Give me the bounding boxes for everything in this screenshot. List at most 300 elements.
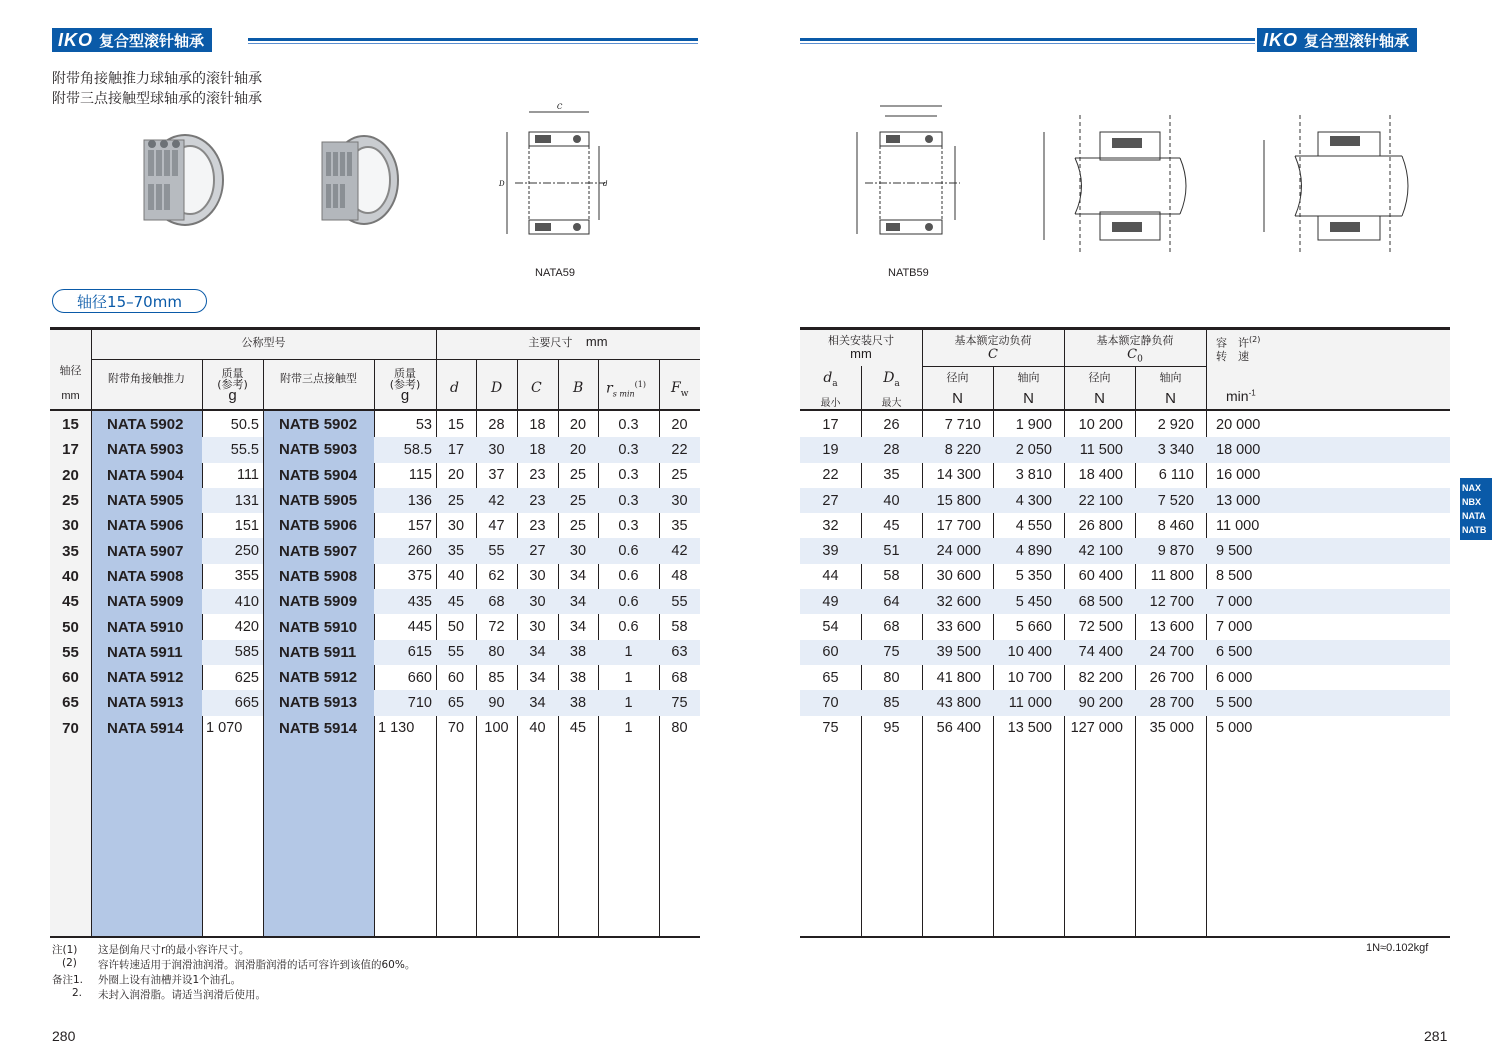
hdr-Da-label: D <box>883 370 895 386</box>
cell-Fw: 20 <box>671 416 688 433</box>
left-table <box>50 412 700 741</box>
cell-Fw: 30 <box>659 488 700 513</box>
cell-dyn-axial: 5 450 <box>1015 593 1052 610</box>
cell-nata-mass: 585 <box>202 640 263 665</box>
table-row <box>50 538 700 563</box>
cell-nata-mass: 665 <box>202 690 263 715</box>
cell-da: 60 <box>822 644 839 661</box>
cell-natb-mass: 445 <box>407 619 432 636</box>
hdr-d: d <box>450 380 459 396</box>
cell-stat-axial: 13 600 <box>1149 619 1194 636</box>
hdr-speed <box>1216 333 1296 363</box>
header-rule <box>800 38 1255 41</box>
cell-d: 70 <box>447 720 465 737</box>
header-rule-thin <box>248 43 698 44</box>
hdr-unit-min <box>1226 388 1256 404</box>
hdr-unit-min-label: min <box>1226 388 1249 404</box>
table-row <box>50 437 700 462</box>
hdr-stat-sym-label: C <box>1127 347 1138 362</box>
cell-D: 90 <box>476 690 517 715</box>
cell-C: 40 <box>529 720 546 737</box>
cell-stat-axial: 8 460 <box>1157 517 1194 534</box>
cell-Fw: 75 <box>659 690 700 715</box>
cell-Da: 95 <box>883 720 900 737</box>
header-rule-thin <box>800 43 1255 44</box>
hdr-speed-note: (2) <box>1249 335 1261 344</box>
svg-text:d: d <box>603 180 608 188</box>
cell-dyn-axial: 11 000 <box>1008 694 1052 711</box>
side-tab-nbx: NBX <box>1462 497 1482 507</box>
cell-natb-model: NATB 5906 <box>279 517 358 535</box>
cell-C: 23 <box>517 488 558 513</box>
cell-dyn-radial: 56 400 <box>936 720 981 737</box>
cell-B: 38 <box>569 669 587 686</box>
cell-dyn-radial: 32 600 <box>936 593 981 610</box>
cell-D: 80 <box>476 640 517 665</box>
hdr-unit-min-sup: -1 <box>1248 388 1256 398</box>
cell-d: 17 <box>436 437 476 462</box>
hdr-mass-ref: (参考) <box>217 378 248 391</box>
cell-shaft: 70 <box>62 719 79 737</box>
cell-dyn-radial: 33 600 <box>936 619 981 636</box>
cell-nata-mass: 625 <box>234 669 259 686</box>
cell-Da: 58 <box>883 568 900 585</box>
cell-dyn-axial: 5 660 <box>1015 619 1052 636</box>
cell-natb-model: NATB 5908 <box>279 567 358 585</box>
cell-shaft: 35 <box>62 542 79 560</box>
hdr-Fw-label: F <box>671 380 681 396</box>
hdr-max: 最大 <box>881 398 902 409</box>
cell-speed: 5 500 <box>1216 694 1253 711</box>
conversion-note: 1N≈0.102kgf <box>1366 942 1429 954</box>
cell-Fw: 68 <box>671 669 688 686</box>
cell-Fw: 22 <box>659 437 700 462</box>
hdr-dyn-radial: 径向 <box>946 371 969 384</box>
cell-C: 30 <box>529 568 546 585</box>
section-title: 复合型滚针轴承 <box>99 31 205 50</box>
cell-nata-mass: 410 <box>202 589 263 614</box>
cell-speed: 18 000 <box>1216 441 1261 458</box>
hdr-unit-N1: N <box>952 390 963 407</box>
cell-shaft: 25 <box>62 492 79 510</box>
hdr-da <box>800 370 861 389</box>
hdr-mass-unit: g <box>228 387 237 404</box>
cell-natb-model: NATB 5907 <box>279 542 358 560</box>
cell-Fw: 80 <box>671 720 688 737</box>
cell-stat-radial: 11 500 <box>1079 441 1123 458</box>
brand-header-left <box>52 28 212 52</box>
cell-natb-model: NATB 5909 <box>279 593 358 611</box>
cell-B: 34 <box>558 589 598 614</box>
cell-B: 20 <box>569 416 587 433</box>
table-row <box>50 564 700 589</box>
cell-B: 25 <box>569 467 587 484</box>
hdr-Da-sub: a <box>894 378 900 389</box>
note-2-text: 容许转速适用于润滑油润滑。润滑脂润滑的话可容许到该值的60%。 <box>98 959 416 971</box>
cell-Da: 40 <box>883 492 900 509</box>
table-row <box>50 463 700 488</box>
hdr-rs-sub: s min <box>612 389 635 399</box>
cell-d: 20 <box>447 467 465 484</box>
table-row <box>800 488 1450 513</box>
cell-nata-model: NATA 5910 <box>107 618 184 636</box>
cell-stat-axial: 24 700 <box>1149 644 1194 661</box>
cell-stat-axial: 2 920 <box>1157 416 1194 433</box>
side-tab-nax: NAX <box>1462 483 1482 493</box>
cell-C: 27 <box>517 538 558 563</box>
cell-shaft: 65 <box>62 694 79 712</box>
cell-rs: 1 <box>624 669 633 686</box>
cell-dyn-radial: 7 710 <box>944 416 981 433</box>
cell-d: 30 <box>447 517 465 534</box>
hdr-dyn <box>922 334 1064 362</box>
cell-dyn-axial: 4 890 <box>1015 543 1052 560</box>
hdr-Fw <box>671 380 688 399</box>
hdr-speed-label <box>1216 333 1296 350</box>
cell-natb-model: NATB 5912 <box>279 669 358 687</box>
hdr-mount-unit: mm <box>850 346 872 361</box>
table-row <box>800 665 1450 690</box>
cell-B: 30 <box>558 538 598 563</box>
cell-Fw: 58 <box>671 619 688 636</box>
cell-stat-radial: 42 100 <box>1078 543 1123 560</box>
cell-B: 38 <box>558 640 598 665</box>
drawing-nata59 <box>495 100 615 250</box>
cell-nata-mass: 55.5 <box>202 437 263 462</box>
cell-dyn-radial: 17 700 <box>936 517 981 534</box>
cell-Da: 68 <box>883 619 900 636</box>
hdr-mass-label: 质量 <box>394 367 416 380</box>
hdr-D: D <box>491 380 503 396</box>
cell-nata-mass: 131 <box>202 488 263 513</box>
cell-shaft: 17 <box>62 441 79 459</box>
cell-nata-mass: 111 <box>236 467 259 484</box>
cell-natb-model: NATB 5903 <box>279 441 358 459</box>
hdr-stat-sym <box>1064 348 1206 367</box>
drawing-natb59 <box>845 100 970 250</box>
cell-nata-mass: 151 <box>234 517 259 534</box>
cell-natb-model: NATB 5914 <box>279 719 358 737</box>
cell-nata-model: NATA 5909 <box>107 593 184 611</box>
cell-speed: 6 000 <box>1216 669 1253 686</box>
cell-speed: 13 000 <box>1216 492 1261 509</box>
cell-natb-model: NATB 5904 <box>279 466 358 484</box>
table-row <box>800 589 1450 614</box>
cell-D: 85 <box>488 669 505 686</box>
cell-dyn-radial: 39 500 <box>936 644 981 661</box>
cell-nata-mass: 355 <box>234 568 259 585</box>
svg-text:C: C <box>557 103 563 111</box>
figure-label-nata: NATA59 <box>535 267 575 279</box>
page-number-right: 281 <box>1424 1028 1448 1044</box>
cell-dyn-axial: 10 700 <box>1007 669 1052 686</box>
cell-Da: 26 <box>883 416 900 433</box>
cell-Fw: 35 <box>671 517 688 534</box>
hdr-main-dims-label: 主要尺寸 <box>528 336 573 349</box>
cell-Da: 45 <box>883 517 900 534</box>
table-row <box>800 716 1450 741</box>
table-row <box>50 665 700 690</box>
cell-rs: 1 <box>624 720 633 737</box>
cell-natb-mass: 136 <box>374 488 436 513</box>
table-row <box>50 488 700 513</box>
cell-C: 23 <box>529 517 546 534</box>
hdr-mass-1 <box>202 367 263 404</box>
cell-Da: 80 <box>883 669 900 686</box>
cell-da: 19 <box>822 441 839 458</box>
cell-natb-mass: 375 <box>407 568 432 585</box>
cell-stat-radial: 72 500 <box>1078 619 1123 636</box>
cell-stat-axial: 11 800 <box>1150 568 1194 585</box>
cell-B: 34 <box>569 619 587 636</box>
cell-rs: 0.3 <box>598 437 659 462</box>
cell-nata-model: NATA 5914 <box>107 719 184 737</box>
cell-dyn-axial: 5 350 <box>1015 568 1052 585</box>
cell-D: 47 <box>488 517 505 534</box>
cell-d: 15 <box>447 416 465 433</box>
cell-Fw: 55 <box>659 589 700 614</box>
cell-speed: 6 500 <box>1216 644 1253 661</box>
hdr-dyn-axial: 轴向 <box>1017 371 1040 384</box>
brand-header-right <box>1257 28 1417 52</box>
page-number-left: 280 <box>52 1028 76 1044</box>
hdr-unit-N2: N <box>1023 390 1034 407</box>
hdr-da-sub: a <box>832 378 838 389</box>
table-row <box>50 614 700 639</box>
table-row <box>800 614 1450 639</box>
cell-d: 35 <box>436 538 476 563</box>
hdr-da-label: d <box>823 370 833 386</box>
table-row <box>800 463 1450 488</box>
cell-B: 34 <box>569 568 587 585</box>
cell-nata-model: NATA 5911 <box>107 643 183 661</box>
cell-shaft: 40 <box>62 567 79 585</box>
cell-speed: 16 000 <box>1216 467 1261 484</box>
cell-rs: 0.3 <box>598 488 659 513</box>
cell-rs: 0.3 <box>618 467 639 484</box>
cell-dyn-radial: 41 800 <box>936 669 981 686</box>
cell-shaft: 30 <box>62 517 79 535</box>
cell-D: 30 <box>476 437 517 462</box>
cell-Da: 51 <box>883 543 900 560</box>
table-row <box>50 589 700 614</box>
cell-stat-radial: 10 200 <box>1078 416 1123 433</box>
cell-natb-mass: 115 <box>408 467 432 484</box>
cell-rs: 0.6 <box>618 568 639 585</box>
cell-stat-axial: 9 870 <box>1157 543 1194 560</box>
note-1-mark: 注(1) <box>52 944 78 956</box>
cell-C: 34 <box>529 669 546 686</box>
subtitle-2: 附带三点接触型球轴承的滚针轴承 <box>52 91 262 107</box>
cell-natb-mass: 260 <box>374 538 436 563</box>
hdr-dyn-sym: C <box>988 347 998 362</box>
hdr-stat <box>1064 334 1206 367</box>
cell-stat-axial: 3 340 <box>1157 441 1194 458</box>
cell-rs: 1 <box>598 690 659 715</box>
cell-stat-axial: 26 700 <box>1149 669 1194 686</box>
cell-rs: 0.3 <box>618 416 639 433</box>
hdr-dyn-label: 基本额定动负荷 <box>954 334 1032 347</box>
cell-stat-radial: 74 400 <box>1078 644 1123 661</box>
cell-d: 65 <box>436 690 476 715</box>
cell-stat-radial: 60 400 <box>1078 568 1123 585</box>
note-4-text: 未封入润滑脂。请适当润滑后使用。 <box>98 989 266 1001</box>
cell-stat-radial: 26 800 <box>1078 517 1123 534</box>
cell-d: 40 <box>447 568 465 585</box>
table-row <box>800 538 1450 563</box>
cell-B: 20 <box>558 437 598 462</box>
cell-C: 34 <box>517 640 558 665</box>
cell-rs: 0.6 <box>598 538 659 563</box>
hdr-rs-note: (1) <box>634 380 646 389</box>
hdr-speed-label2: 转 速 <box>1216 349 1249 363</box>
cell-Da: 64 <box>883 593 900 610</box>
figure-label-natb: NATB59 <box>888 267 929 279</box>
cell-shaft: 50 <box>62 618 79 636</box>
cell-da: 65 <box>822 669 839 686</box>
cell-D: 28 <box>488 416 505 433</box>
hdr-nominal-model: 公称型号 <box>241 336 286 349</box>
cell-Fw: 48 <box>671 568 688 585</box>
cell-nata-model: NATA 5905 <box>107 492 184 510</box>
hdr-stat-label: 基本额定静负荷 <box>1096 334 1174 347</box>
hdr-mass-label: 质量 <box>221 367 244 380</box>
cell-D: 37 <box>488 467 505 484</box>
cell-C: 30 <box>517 589 558 614</box>
note-4-mark: 2. <box>72 987 83 999</box>
cell-natb-mass: 710 <box>374 690 436 715</box>
cell-B: 38 <box>558 690 598 715</box>
cell-Fw: 25 <box>671 467 688 484</box>
cell-stat-axial: 28 700 <box>1149 694 1194 711</box>
cell-D: 68 <box>476 589 517 614</box>
hdr-mass-ref: (参考) <box>389 378 421 391</box>
cell-speed: 5 000 <box>1216 720 1253 737</box>
hdr-natb: 附带三点接触型 <box>280 372 357 385</box>
hdr-nata: 附带角接触推力 <box>108 372 185 385</box>
cell-stat-axial: 6 110 <box>1158 467 1194 484</box>
cell-da: 27 <box>822 492 839 509</box>
cell-natb-model: NATB 5902 <box>279 416 358 434</box>
cell-d: 55 <box>436 640 476 665</box>
cell-C: 23 <box>529 467 546 484</box>
cell-speed: 7 000 <box>1216 593 1253 610</box>
hdr-stat-axial: 轴向 <box>1159 371 1182 384</box>
hdr-Da <box>861 370 922 389</box>
hdr-shaft: 轴径 <box>59 364 82 377</box>
cell-nata-model: NATA 5912 <box>107 669 184 687</box>
cell-C: 18 <box>517 437 558 462</box>
cell-D: 55 <box>476 538 517 563</box>
cell-Fw: 63 <box>659 640 700 665</box>
hdr-speed-text: 容 许 <box>1216 336 1249 350</box>
cell-shaft: 55 <box>62 643 79 661</box>
cell-natb-mass: 615 <box>374 640 436 665</box>
cell-C: 18 <box>529 416 546 433</box>
table-row <box>800 690 1450 715</box>
cell-natb-model: NATB 5905 <box>279 492 358 510</box>
side-tab-nata: NATA <box>1462 511 1486 521</box>
note-3-mark: 备注1. <box>52 974 84 986</box>
cell-d: 25 <box>436 488 476 513</box>
cell-natb-mass: 435 <box>374 589 436 614</box>
cell-natb-model: NATB 5911 <box>279 643 357 661</box>
hdr-rs-label: r <box>606 380 613 397</box>
cell-natb-mass: 660 <box>407 669 432 686</box>
drawing-mounting-1 <box>1030 110 1200 260</box>
cell-shaft: 15 <box>62 416 79 434</box>
cell-d: 60 <box>447 669 465 686</box>
hdr-main-dims-unit: mm <box>585 334 608 349</box>
cell-nata-model: NATA 5902 <box>107 416 184 434</box>
cell-stat-radial: 22 100 <box>1078 492 1123 509</box>
cell-stat-radial: 127 000 <box>1070 720 1123 737</box>
hdr-mount-label: 相关安装尺寸 <box>828 334 894 347</box>
cell-da: 32 <box>822 517 839 534</box>
cell-da: 17 <box>822 416 839 433</box>
hdr-mount <box>800 334 922 360</box>
note-2-mark: (2) <box>62 957 77 969</box>
cell-B: 25 <box>558 488 598 513</box>
section-title: 复合型滚针轴承 <box>1304 31 1410 50</box>
table-row <box>50 513 700 538</box>
cell-shaft: 60 <box>62 669 79 687</box>
cell-Da: 35 <box>883 467 900 484</box>
cell-D: 100 <box>484 720 509 737</box>
hdr-main-dims <box>436 334 700 350</box>
bearing-photo-nata <box>130 130 230 230</box>
cell-dyn-axial: 3 810 <box>1015 467 1052 484</box>
right-table-bottom-rule <box>800 936 1450 938</box>
hdr-C: C <box>531 380 542 396</box>
cell-natb-model: NATB 5913 <box>279 694 358 712</box>
cell-dyn-radial: 43 800 <box>936 694 981 711</box>
cell-C: 30 <box>529 619 546 636</box>
cell-Fw: 42 <box>659 538 700 563</box>
cell-nata-model: NATA 5908 <box>107 567 184 585</box>
cell-D: 42 <box>476 488 517 513</box>
hdr-shaft-unit: mm <box>61 390 80 402</box>
cell-Da: 28 <box>883 441 900 458</box>
cell-shaft: 45 <box>62 593 79 611</box>
side-index-tab[interactable] <box>1460 478 1492 540</box>
cell-dyn-radial: 14 300 <box>936 467 981 484</box>
note-3-text: 外圈上设有油槽并设1个油孔。 <box>98 974 242 986</box>
table-row <box>50 690 700 715</box>
table-row <box>50 640 700 665</box>
table-row <box>800 640 1450 665</box>
cell-C: 34 <box>517 690 558 715</box>
cell-B: 45 <box>569 720 587 737</box>
cell-stat-axial: 7 520 <box>1157 492 1194 509</box>
cell-d: 50 <box>447 619 465 636</box>
cell-stat-axial: 35 000 <box>1149 720 1194 737</box>
cell-rs: 0.6 <box>598 589 659 614</box>
hdr-stat-radial: 径向 <box>1088 371 1111 384</box>
left-table-bottom-rule <box>50 936 700 938</box>
cell-dyn-radial: 30 600 <box>936 568 981 585</box>
table-row <box>800 513 1450 538</box>
table-row <box>50 716 700 741</box>
cell-Da: 75 <box>883 644 900 661</box>
cell-da: 22 <box>822 467 839 484</box>
right-table <box>800 412 1450 741</box>
cell-speed: 11 000 <box>1216 517 1260 534</box>
cell-dyn-axial: 4 550 <box>1015 517 1052 534</box>
cell-D: 62 <box>488 568 505 585</box>
cell-da: 44 <box>822 568 839 585</box>
cell-natb-mass: 58.5 <box>374 437 436 462</box>
